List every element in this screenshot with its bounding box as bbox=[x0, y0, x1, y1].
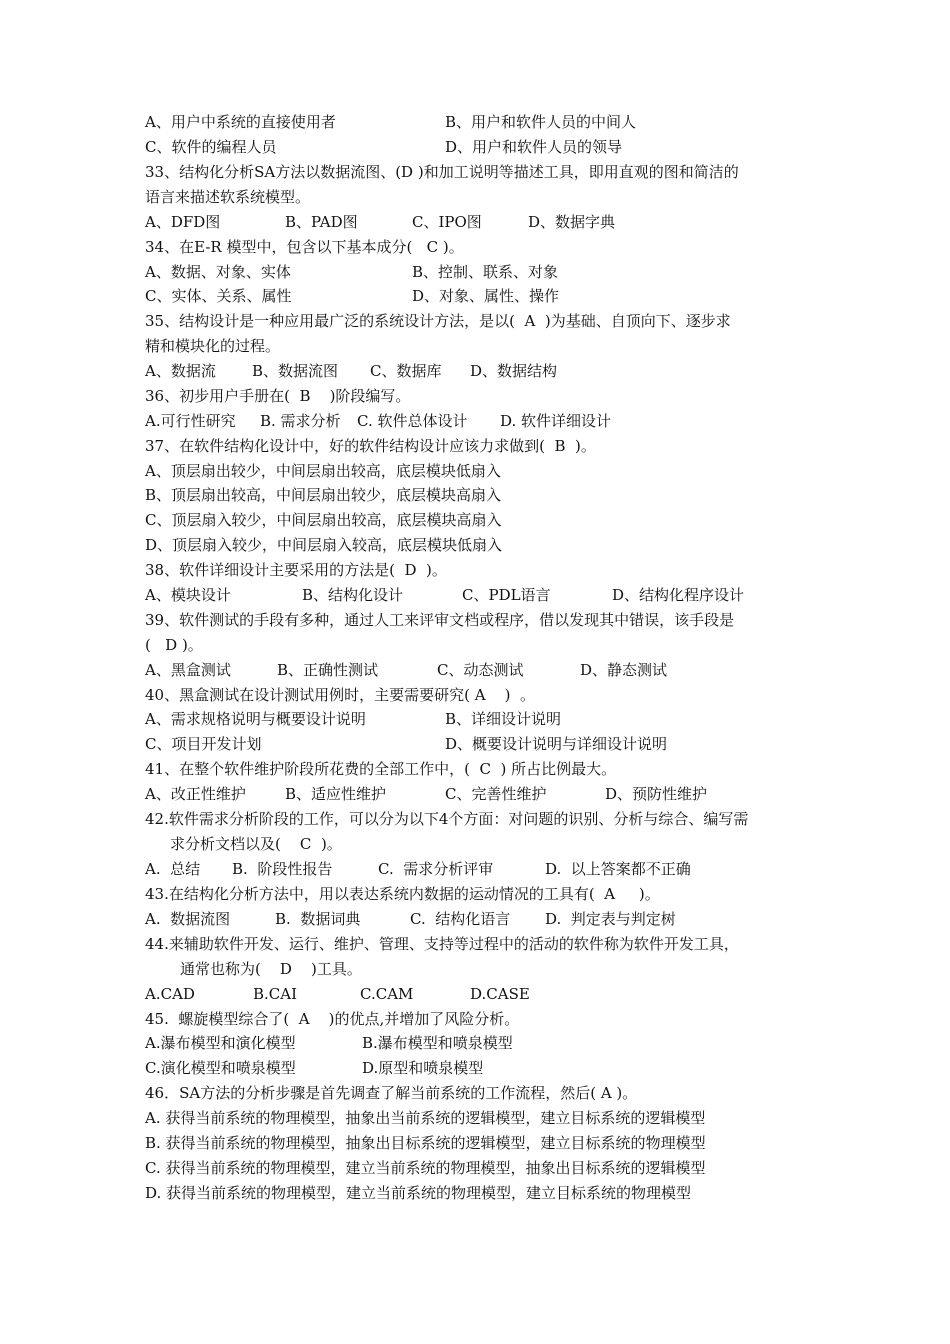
option-text: D、结构化程序设计 bbox=[612, 586, 745, 604]
line-text: D、顶层扇入较少，中间层扇入较高，底层模块低扇入 bbox=[145, 536, 503, 554]
option-text: A、模块设计 bbox=[145, 586, 231, 604]
option-text: B.CAI bbox=[253, 985, 298, 1003]
option-text: D、数据字典 bbox=[528, 213, 616, 231]
line-text: 精和模块化的过程。 bbox=[145, 337, 281, 355]
option-text: C.CAM bbox=[360, 985, 414, 1003]
option-text: C、动态测试 bbox=[437, 661, 524, 679]
line-text: D. 获得当前系统的物理模型，建立当前系统的物理模型，建立目标系统的物理模型 bbox=[145, 1184, 692, 1202]
line-text: 42.软件需求分析阶段的工作，可以分为以下4个方面：对问题的识别、分析与综合、编写需 bbox=[145, 810, 749, 828]
line-text: 通常也称为( D )工具。 bbox=[180, 960, 362, 978]
option-text: B、适应性维护 bbox=[285, 785, 387, 803]
option-text: A、需求规格说明与概要设计说明 bbox=[145, 710, 366, 728]
line-text: 35、结构设计是一种应用最广泛的系统设计方法，是以( A )为基础、自顶向下、逐步求 bbox=[145, 312, 731, 330]
option-text: D、对象、属性、操作 bbox=[412, 287, 560, 305]
option-text: D. 以上答案都不正确 bbox=[545, 860, 691, 878]
line-text: 45. 螺旋模型综合了( A )的优点,并增加了风险分析。 bbox=[145, 1010, 520, 1028]
option-text: B. 阶段性报告 bbox=[232, 860, 333, 878]
option-text: D、概要设计说明与详细设计说明 bbox=[445, 735, 668, 753]
option-text: A、黑盒测试 bbox=[145, 661, 231, 679]
line-text: A、顶层扇出较少，中间层扇出较高，底层模块低扇入 bbox=[145, 462, 501, 480]
option-text: D、静态测试 bbox=[580, 661, 668, 679]
line-text: 37、在软件结构化设计中，好的软件结构设计应该力求做到( B )。 bbox=[145, 437, 596, 455]
option-text: A、数据流 bbox=[145, 362, 216, 380]
option-text: B. 需求分析 bbox=[260, 412, 341, 430]
option-text: B. 数据词典 bbox=[275, 910, 361, 928]
line-text: 46．SA方法的分析步骤是首先调查了解当前系统的工作流程，然后( A )。 bbox=[145, 1084, 638, 1102]
option-text: A.CAD bbox=[145, 985, 195, 1003]
option-text: A.瀑布模型和演化模型 bbox=[145, 1034, 296, 1052]
option-text: C、PDL语言 bbox=[462, 586, 551, 604]
option-text: A.可行性研究 bbox=[145, 412, 236, 430]
option-text: B、结构化设计 bbox=[302, 586, 404, 604]
option-text: C.演化模型和喷泉模型 bbox=[145, 1059, 296, 1077]
line-text: ( D )。 bbox=[145, 636, 203, 654]
line-text: 44.来辅助软件开发、运行、维护、管理、支持等过程中的活动的软件称为软件开发工具， bbox=[145, 935, 739, 953]
option-text: A、用户中系统的直接使用者 bbox=[145, 113, 336, 131]
option-text: A、数据、对象、实体 bbox=[145, 263, 291, 281]
line-text: C、顶层扇入较少，中间层扇出较高，底层模块高扇入 bbox=[145, 511, 502, 529]
option-text: A、DFD图 bbox=[145, 213, 221, 231]
option-text: B.瀑布模型和喷泉模型 bbox=[362, 1034, 513, 1052]
line-text: B、顶层扇出较高，中间层扇出较少，底层模块高扇入 bbox=[145, 486, 502, 504]
line-text: 39、软件测试的手段有多种，通过人工来评审文档或程序，借以发现其中错误，该手段是 bbox=[145, 611, 735, 629]
line-text: 语言来描述软系统模型。 bbox=[145, 188, 311, 206]
line-text: 40、黑盒测试在设计测试用例时，主要需要研究( A ) 。 bbox=[145, 686, 536, 704]
option-text: D、数据结构 bbox=[470, 362, 558, 380]
option-text: C、IPO图 bbox=[412, 213, 482, 231]
line-text: 33、结构化分析SA方法以数据流图、(D )和加工说明等描述工具，即用直观的图和简洁的 bbox=[145, 163, 739, 181]
option-text: B、控制、联系、对象 bbox=[412, 263, 559, 281]
option-text: C. 结构化语言 bbox=[410, 910, 511, 928]
line-text: B. 获得当前系统的物理模型，抽象出目标系统的逻辑模型，建立目标系统的物理模型 bbox=[145, 1134, 706, 1152]
option-text: C. 软件总体设计 bbox=[357, 412, 468, 430]
option-text: D、用户和软件人员的领导 bbox=[445, 138, 623, 156]
option-text: D、预防性维护 bbox=[605, 785, 708, 803]
option-text: C、项目开发计划 bbox=[145, 735, 262, 753]
option-text: B、用户和软件人员的中间人 bbox=[445, 113, 637, 131]
line-text: 36、初步用户手册在( B )阶段编写。 bbox=[145, 387, 411, 405]
option-text: C、实体、关系、属性 bbox=[145, 287, 292, 305]
line-text: C. 获得当前系统的物理模型，建立当前系统的物理模型，抽象出目标系统的逻辑模型 bbox=[145, 1159, 706, 1177]
option-text: C、完善性维护 bbox=[445, 785, 547, 803]
line-text: A. 获得当前系统的物理模型，抽象出当前系统的逻辑模型，建立目标系统的逻辑模型 bbox=[145, 1109, 706, 1127]
line-text: 38、软件详细设计主要采用的方法是( D )。 bbox=[145, 561, 447, 579]
option-text: B、正确性测试 bbox=[277, 661, 379, 679]
option-text: D.CASE bbox=[470, 985, 530, 1003]
option-text: A. 总结 bbox=[145, 860, 201, 878]
option-text: B、数据流图 bbox=[252, 362, 339, 380]
option-text: D. 判定表与判定树 bbox=[545, 910, 676, 928]
option-text: A. 数据流图 bbox=[145, 910, 231, 928]
option-text: B、详细设计说明 bbox=[445, 710, 562, 728]
option-text: C. 需求分析评审 bbox=[378, 860, 494, 878]
line-text: 34、在E-R 模型中，包含以下基本成分( C )。 bbox=[145, 238, 464, 256]
line-text: 43.在结构化分析方法中，用以表达系统内数据的运动情况的工具有( A )。 bbox=[145, 885, 660, 903]
line-text: 求分析文档以及( C )。 bbox=[170, 835, 342, 853]
option-text: C、软件的编程人员 bbox=[145, 138, 277, 156]
option-text: D.原型和喷泉模型 bbox=[362, 1059, 484, 1077]
option-text: A、改正性维护 bbox=[145, 785, 246, 803]
option-text: C、数据库 bbox=[370, 362, 442, 380]
line-text: 41、在整个软件维护阶段所花费的全部工作中，( C ) 所占比例最大。 bbox=[145, 760, 617, 778]
option-text: B、PAD图 bbox=[285, 213, 358, 231]
option-text: D. 软件详细设计 bbox=[500, 412, 612, 430]
